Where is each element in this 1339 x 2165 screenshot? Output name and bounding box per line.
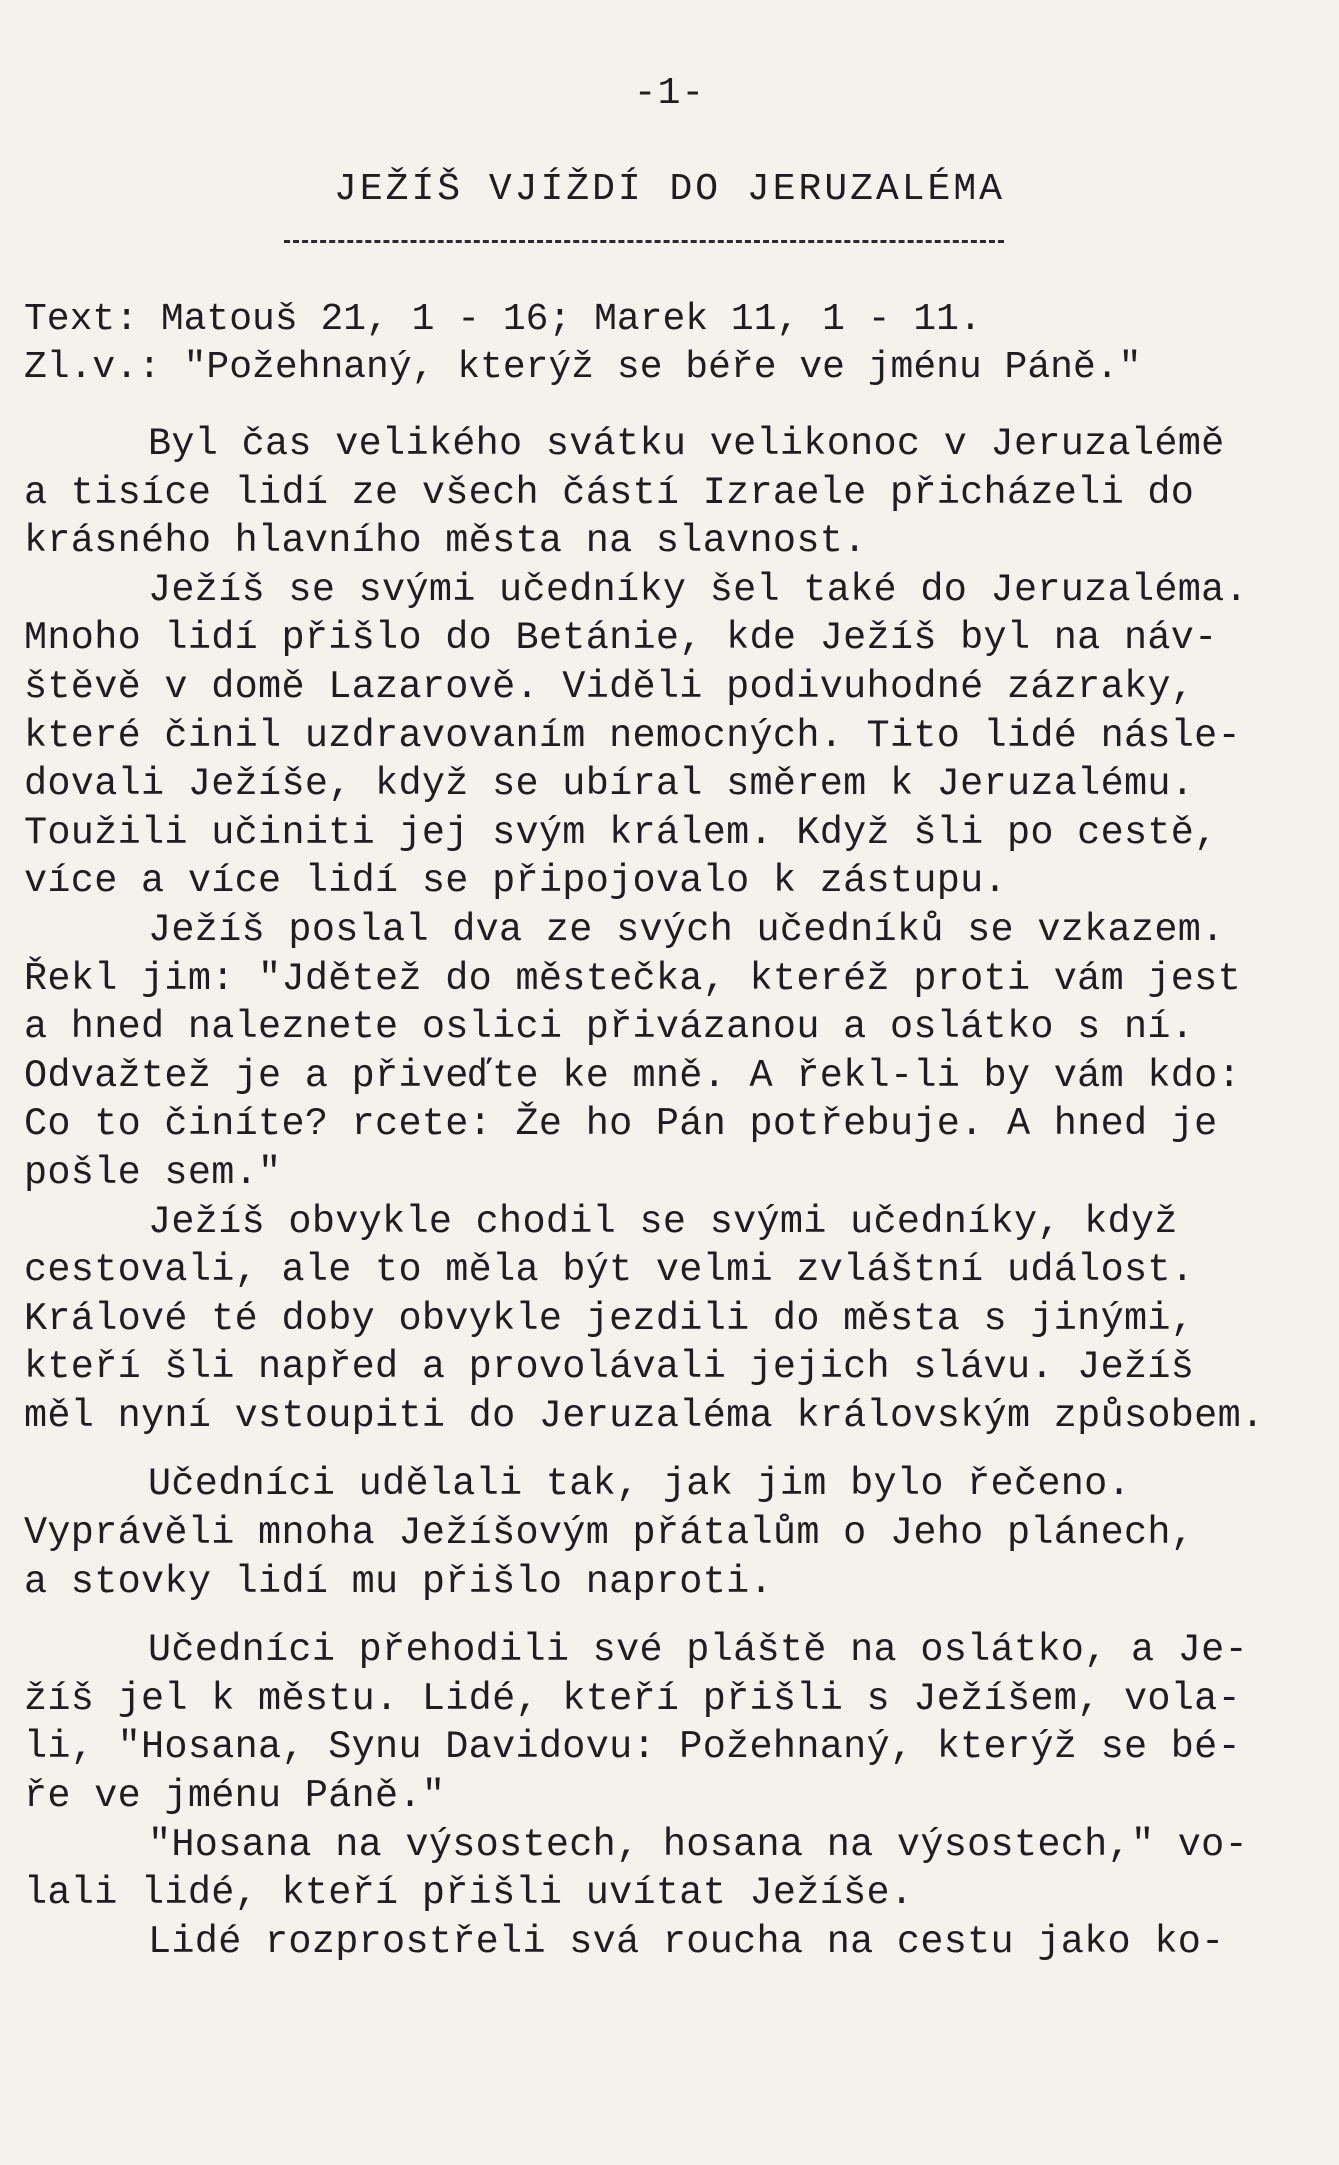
text-line: Byl čas velikého svátku velikonoc v Jeruzalémě <box>148 422 1225 466</box>
text-line: Učedníci přehodili své pláště na oslátko, a Je- <box>148 1628 1248 1673</box>
paragraph <box>24 420 1324 566</box>
text-line: Řekl jim: "Jdětež do městečka, kteréž proti vám jest <box>24 956 1241 1001</box>
paragraph-gap <box>24 1606 1324 1626</box>
paragraph <box>24 1626 1324 1820</box>
text-line: a hned naleznete oslici přivázanou a oslátko s ní. <box>24 1005 1195 1050</box>
text-line: dovali Ježíše, když se ubíral směrem k Jeruzalému. <box>24 762 1195 807</box>
paragraph <box>24 1198 1324 1441</box>
text-line: a tisíce lidí ze všech částí Izraele přicházeli do <box>24 470 1195 515</box>
text-line: Mnoho lidí přišlo do Betánie, kde Ježíš byl na náv- <box>24 616 1218 661</box>
text-line: Lidé rozprostřeli svá roucha na cestu jako ko- <box>148 1919 1225 1964</box>
paragraph <box>24 1460 1324 1606</box>
text-line: Ježíš se svými učedníky šel také do Jeruzaléma. <box>148 567 1248 612</box>
body-text <box>24 420 1324 1966</box>
text-line: pošle sem." <box>24 1150 282 1195</box>
paragraph-gap <box>24 1440 1324 1460</box>
text-line: více a více lidí se připojovalo k zástupu. <box>24 859 1007 904</box>
title-underline <box>284 222 1004 250</box>
text-line: krásného hlavního města na slavnost. <box>24 519 867 564</box>
paragraph <box>24 1821 1324 1918</box>
text-line: li, "Hosana, Synu Davidovu: Požehnaný, kterýž se bé- <box>24 1725 1241 1770</box>
text-line: "Hosana na výsostech, hosana na výsostech," vo- <box>148 1822 1248 1867</box>
text-line: Toužili učiniti jej svým králem. Když šli po cestě, <box>24 810 1218 855</box>
text-line: Vyprávěli mnoha Ježíšovým přátalům o Jeho plánech, <box>24 1511 1195 1556</box>
text-line: štěvě v domě Lazarově. Viděli podivuhodné zázraky, <box>24 664 1195 709</box>
text-line: Ježíš obvykle chodil se svými učedníky, když <box>148 1199 1178 1244</box>
paragraph <box>24 906 1324 1198</box>
text-line: kteří šli napřed a provolávali jejich slávu. Ježíš <box>24 1345 1195 1390</box>
page-title: JEŽÍŠ VJÍŽDÍ DO JERUZALÉMA <box>334 168 1005 211</box>
paragraph <box>24 1918 1324 1967</box>
text-line: ře ve jménu Páně." <box>24 1774 446 1819</box>
paragraph <box>24 566 1324 906</box>
text-line: cestovali, ale to měla být velmi zvláštní událost. <box>24 1248 1195 1293</box>
text-line: žíš jel k městu. Lidé, kteří přišli s Ježíšem, vola- <box>24 1676 1241 1721</box>
text-line: měl nyní vstoupiti do Jeruzaléma královským způsobem. <box>24 1393 1265 1438</box>
text-line: a stovky lidí mu přišlo naproti. <box>24 1559 773 1604</box>
reference-block <box>24 296 1314 392</box>
text-line: Ježíš poslal dva ze svých učedníků se vzkazem. <box>148 907 1225 952</box>
text-line: Králové té doby obvykle jezdili do města s jinými, <box>24 1296 1195 1341</box>
page-number: -1- <box>633 72 706 115</box>
scripture-reference: Text: Matouš 21, 1 - 16; Marek 11, 1 - 11. <box>24 298 982 341</box>
text-line: Co to činíte? rcete: Že ho Pán potřebuje. A hned je <box>24 1102 1218 1147</box>
text-line: které činil uzdravovaním nemocných. Tito lidé násle- <box>24 713 1241 758</box>
text-line: lali lidé, kteří přišli uvítat Ježíše. <box>24 1871 914 1916</box>
golden-verse: Zl.v.: "Požehnaný, kterýž se béře ve jménu Páně." <box>24 346 1142 389</box>
text-line: Odvažtež je a přiveďte ke mně. A řekl-li by vám kdo: <box>24 1053 1241 1098</box>
text-line: Učedníci udělali tak, jak jim bylo řečeno. <box>148 1462 1131 1507</box>
